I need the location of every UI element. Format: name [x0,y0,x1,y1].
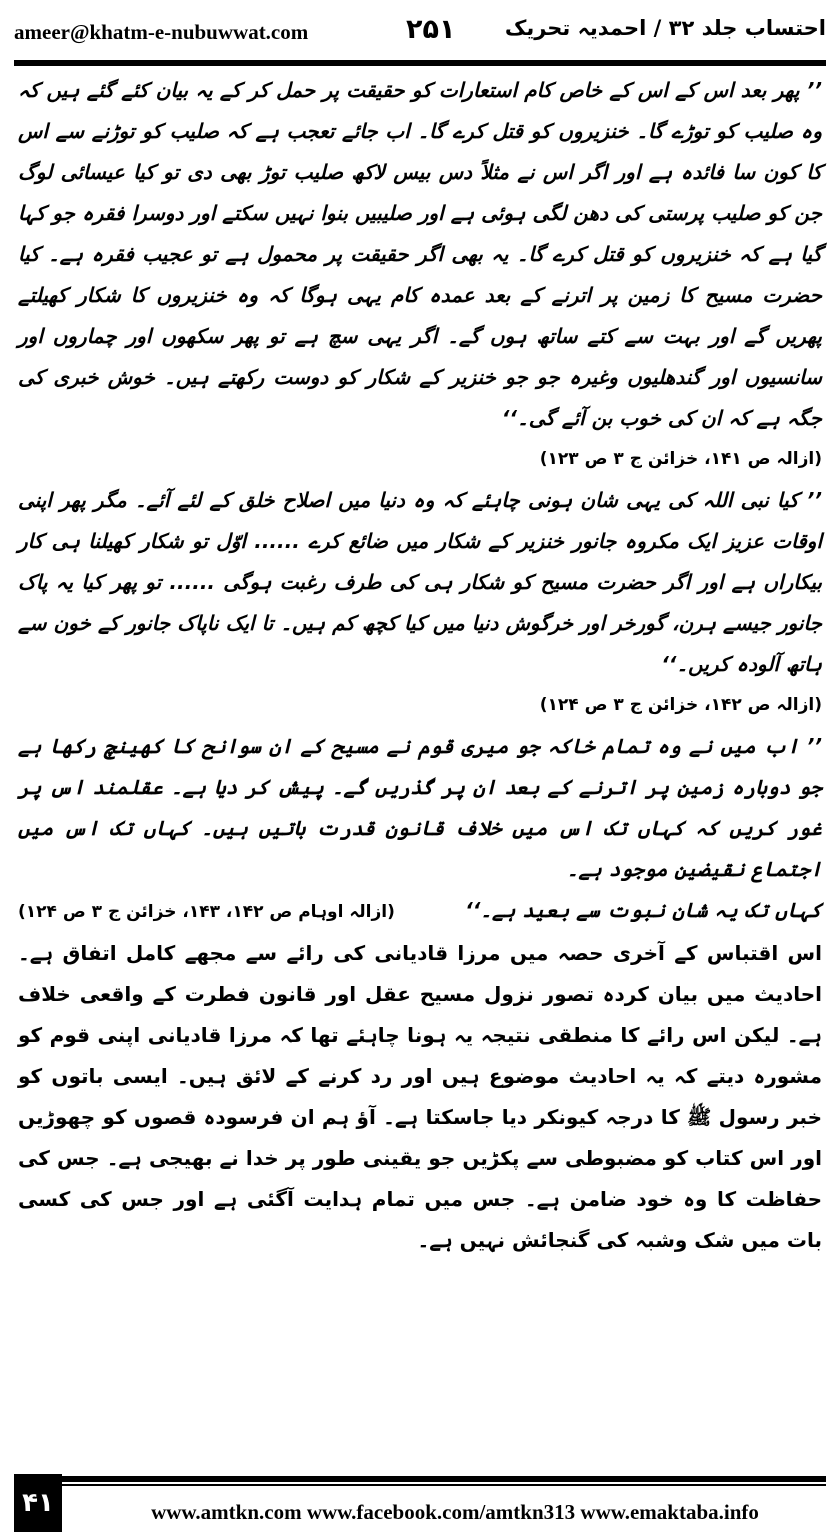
footer-links: www.amtkn.com www.facebook.com/amtkn313 www.emaktaba.info [151,1500,759,1524]
reference-2: (ازالہ ص ۱۴۲، خزائن ج ۳ ص ۱۲۴) [539,695,822,715]
page-body [18,70,822,1450]
footer-rule [62,1476,826,1482]
footer-rule-thin [62,1484,826,1486]
quote-paragraph-1: ’’ پھر بعد اس کے اس کے خاص کام استعارات کو حقیقت پر حمل کر کے یہ بیان کئے گئے ہیں کہ وہ صلیب کو توڑے گا۔ خنزیروں کو قتل کرے گا۔ اب جائے تعجب ہے کہ صلیب کو توڑنے سے اس کا کون سا فائدہ ہے اور اگر اس نے مثلاً دس بیس لاکھ صلیب توڑ بھی دی تو کیا عیسائی لوگ جن کو صلیب پرستی کی دھن لگی ہوئی ہے اور صلیبیں بنوا نہیں سکتے اور دوسرا فقرہ جو کہا گیا ہے کہ خنزیروں کو قتل کرے گا۔ یہ بھی اگر حقیقت پر محمول ہے تو عجیب فقرہ ہے۔ کیا حضرت مسیح کا زمین پر اترنے کے بعد عمدہ کام یہی ہوگا کہ وہ خنزیروں کا شکار کھیلتے پھریں گے اور بہت سے کتے ساتھ ہوں گے۔ اگر یہی سچ ہے تو پھر سکھوں اور چماروں اور سانسیوں اور گندھلیوں وغیرہ جو جو خنزیر کے شکار کو دوست رکھتے ہیں۔ خوش خبری کی جگہ ہے کہ ان کی خوب بن آئے گی۔‘‘ [18,78,823,430]
reference-3: (ازالہ اوہام ص ۱۴۲، ۱۴۳، خزائن ج ۳ ص ۱۲۴) [18,902,395,922]
reference-1: (ازالہ ص ۱۴۱، خزائن ج ۳ ص ۱۲۳) [539,449,822,469]
quote-paragraph-3: ’’ اب میں نے وہ تمام خاکہ جو میری قوم نے مسیح کے ان سوانح کا کھینچ رکھا ہے جو دوبارہ زمین پر اترنے کے بعد ان پر گذریں گے۔ پیش کر دیا ہے۔ عقلمند اس پر غور کریں کہ کہاں تک اس میں خلاف قانون قدرت باتیں ہیں۔ کہاں تک اس میں اجتماع نقیضین موجود ہے۔ [18,734,822,881]
closing-row [18,890,822,933]
header-rule [14,60,826,66]
page-header [14,14,826,52]
header-email: ameer@khatm-e-nubuwwat.com [14,20,309,44]
footer-page-number: ۴۱ [14,1474,62,1532]
header-title: احتساب جلد ۳۲ / احمدیہ تحریک [504,16,826,40]
closing-line: کہاں تک یہ شان نبوت سے بعید ہے۔‘‘ [465,898,822,922]
header-page-number: ۲۵۱ [406,14,456,45]
quote-paragraph-2: ’’ کیا نبی اللہ کی یہی شان ہونی چاہئے کہ وہ دنیا میں اصلاح خلق کے لئے آئے۔ مگر پھر اپنی اوقات عزیز ایک مکروہ جانور خنزیر کے شکار میں ضائع کرے ...... اوّل تو شکار کھیلنا ہی کار بیکاراں ہے اور اگر حضرت مسیح کو شکار ہی کی طرف رغبت ہوگی ...... تو پھر کیا یہ پاک جانور جیسے ہرن، گورخر اور خرگوش دنیا میں کیا کچھ کم ہیں۔ تا ایک ناپاک جانور کے خون سے ہاتھ آلودہ کریں۔‘‘ [18,488,822,676]
commentary-paragraph: اس اقتباس کے آخری حصہ میں مرزا قادیانی کی رائے سے مجھے کامل اتفاق ہے۔ احادیث میں بیان کردہ تصور نزول مسیح عقل اور قانون فطرت کے واقعی خلاف ہے۔ لیکن اس رائے کا منطقی نتیجہ یہ ہونا چاہئے تھا کہ مرزا قادیانی اپنی قوم کو مشورہ دیتے کہ یہ احادیث موضوع ہیں اور رد کرنے کے لائق ہیں۔ ایسی باتوں کو خبر رسول ﷺ کا درجہ کیونکر دیا جاسکتا ہے۔ آؤ ہم ان فرسودہ قصوں کو چھوڑیں اور اس کتاب کو مضبوطی سے پکڑیں جو یقینی طور پر خدا نے بھیجی ہے۔ جس کی حفاظت کا وہ خود ضامن ہے۔ جس میں تمام ہدایت آگئی ہے اور جس کی کسی بات میں شک وشبہ کی گنجائش نہیں ہے۔ [18,941,822,1252]
